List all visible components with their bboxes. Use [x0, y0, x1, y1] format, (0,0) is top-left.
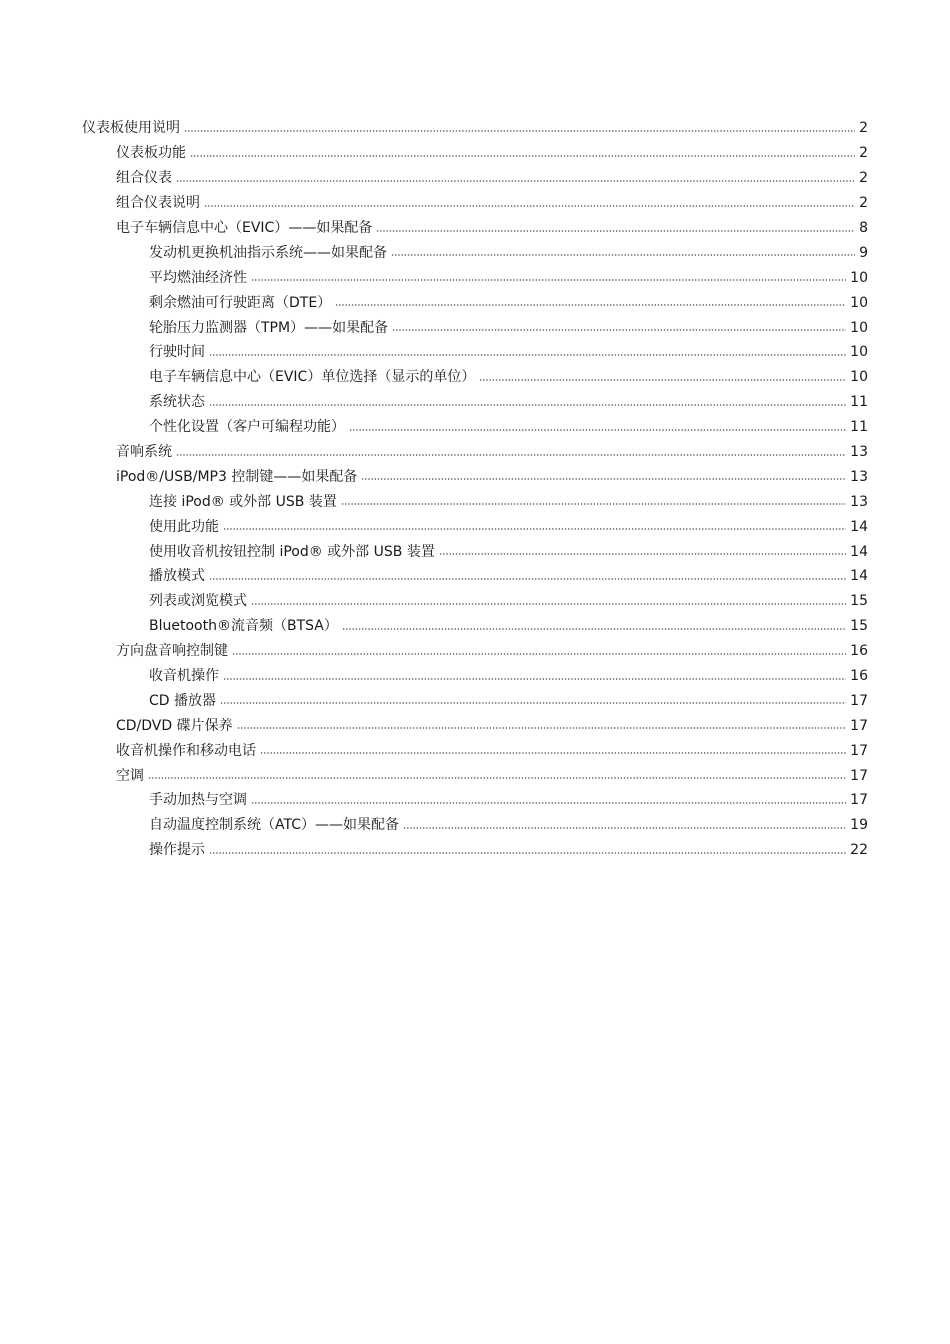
toc-entry-page-number: 10	[850, 344, 868, 361]
toc-dot-leader	[184, 130, 855, 132]
toc-entry-page-number: 2	[859, 145, 868, 162]
toc-dot-leader	[223, 678, 846, 680]
toc-entry[interactable]	[0, 141, 950, 166]
toc-dot-leader	[251, 279, 846, 281]
toc-entry-page-number: 8	[859, 220, 868, 236]
toc-entry-page-number: 2	[859, 170, 868, 187]
toc-entry-title: 个性化设置（客户可编程功能）	[149, 419, 345, 436]
toc-entry[interactable]	[0, 688, 950, 713]
toc-dot-leader	[260, 752, 846, 754]
toc-entry-page-number: 2	[859, 120, 868, 137]
toc-dot-leader	[223, 528, 846, 530]
toc-entry-title: 自动温度控制系统（ATC）——如果配备	[149, 817, 399, 834]
toc-entry[interactable]	[0, 340, 950, 365]
toc-entry[interactable]	[0, 564, 950, 589]
toc-entry-title: 轮胎压力监测器（TPM）——如果配备	[149, 319, 389, 336]
toc-dot-leader	[209, 354, 846, 356]
toc-entry-page-number: 2	[859, 195, 868, 212]
toc-entry-title: 操作提示	[149, 842, 205, 859]
toc-entry-page-number: 9	[859, 244, 868, 261]
toc-entry-page-number: 16	[850, 643, 868, 660]
toc-entry[interactable]	[0, 464, 950, 489]
toc-entry-title: 播放模式	[149, 568, 205, 585]
toc-entry[interactable]	[0, 216, 950, 241]
toc-entry-title: 列表或浏览模式	[149, 593, 247, 610]
toc-dot-leader	[176, 180, 855, 182]
toc-entry[interactable]	[0, 713, 950, 738]
toc-entry[interactable]	[0, 589, 950, 614]
toc-entry-page-number: 16	[850, 668, 868, 685]
toc-entry-title: CD/DVD 碟片保养	[116, 717, 233, 734]
toc-entry-title: 手动加热与空调	[149, 792, 247, 809]
toc-entry-title: 组合仪表说明	[116, 195, 200, 212]
toc-entry-page-number: 10	[850, 319, 868, 336]
toc-entry-page-number: 10	[850, 369, 868, 386]
toc-dot-leader	[349, 429, 846, 431]
toc-entry[interactable]	[0, 788, 950, 813]
toc-dot-leader	[209, 852, 846, 854]
toc-entry-title: 空调	[116, 767, 144, 784]
toc-entry[interactable]	[0, 315, 950, 340]
toc-entry-title: iPod®/USB/MP3 控制键——如果配备	[116, 468, 358, 485]
toc-dot-leader	[148, 777, 846, 779]
toc-entry-title: 平均燃油经济性	[149, 269, 247, 286]
toc-dot-leader	[341, 503, 846, 505]
toc-dot-leader	[342, 628, 846, 630]
toc-entry[interactable]	[0, 440, 950, 465]
toc-dot-leader	[391, 254, 855, 256]
toc-entry[interactable]	[0, 166, 950, 191]
toc-entry-page-number: 15	[850, 593, 868, 610]
toc-entry-title: CD 播放器	[149, 692, 217, 709]
toc-dot-leader	[376, 230, 855, 232]
toc-entry-title: 使用此功能	[149, 518, 219, 535]
toc-entry-title: 系统状态	[149, 394, 205, 411]
toc-entry[interactable]	[0, 365, 950, 390]
toc-entry-title: 电子车辆信息中心（EVIC）——如果配备	[116, 220, 373, 236]
toc-entry-title: 剩余燃油可行驶距离（DTE）	[149, 294, 332, 311]
toc-entry-page-number: 17	[850, 792, 868, 809]
toc-entry[interactable]	[0, 664, 950, 689]
toc-dot-leader	[190, 155, 855, 157]
toc-entry-title: 电子车辆信息中心（EVIC）单位选择（显示的单位）	[149, 369, 476, 386]
toc-dot-leader	[237, 727, 847, 729]
toc-entry-title: 音响系统	[116, 444, 172, 461]
toc-entry[interactable]	[0, 763, 950, 788]
toc-entry-page-number: 19	[850, 817, 868, 834]
toc-dot-leader	[176, 454, 846, 456]
toc-dot-leader	[361, 478, 846, 480]
toc-entry[interactable]	[0, 614, 950, 639]
table-of-contents	[0, 116, 950, 863]
toc-dot-leader	[251, 603, 846, 605]
toc-dot-leader	[251, 802, 846, 804]
toc-entry-title: 仪表板功能	[116, 145, 186, 162]
toc-entry-page-number: 17	[850, 742, 868, 759]
toc-entry-title: 方向盘音响控制键	[116, 643, 228, 660]
toc-dot-leader	[209, 578, 846, 580]
toc-entry[interactable]	[0, 290, 950, 315]
toc-entry-title: 收音机操作	[149, 668, 219, 685]
toc-entry[interactable]	[0, 738, 950, 763]
toc-entry[interactable]	[0, 191, 950, 216]
toc-entry-title: Bluetooth®流音频（BTSA）	[149, 618, 338, 635]
toc-dot-leader	[479, 379, 846, 381]
toc-entry-title: 收音机操作和移动电话	[116, 742, 256, 759]
toc-entry-page-number: 22	[850, 842, 868, 859]
toc-entry[interactable]	[0, 390, 950, 415]
toc-entry-page-number: 10	[850, 269, 868, 286]
toc-entry-page-number: 14	[850, 568, 868, 585]
toc-dot-leader	[209, 404, 846, 406]
toc-entry-page-number: 14	[850, 543, 868, 560]
toc-entry-title: 连接 iPod® 或外部 USB 装置	[149, 493, 337, 510]
toc-entry-page-number: 13	[850, 493, 868, 510]
toc-entry-title: 使用收音机按钮控制 iPod® 或外部 USB 装置	[149, 543, 435, 560]
toc-entry[interactable]	[0, 813, 950, 838]
toc-entry[interactable]	[0, 116, 950, 141]
toc-dot-leader	[392, 329, 846, 331]
toc-entry[interactable]	[0, 489, 950, 514]
toc-dot-leader	[220, 702, 846, 704]
toc-entry-page-number: 13	[850, 444, 868, 461]
toc-entry-page-number: 14	[850, 518, 868, 535]
toc-entry[interactable]	[0, 838, 950, 863]
toc-entry-title: 组合仪表	[116, 170, 172, 187]
toc-entry[interactable]	[0, 240, 950, 265]
toc-dot-leader	[335, 304, 846, 306]
toc-entry[interactable]	[0, 265, 950, 290]
toc-dot-leader	[232, 653, 846, 655]
toc-dot-leader	[204, 205, 855, 207]
toc-entry-page-number: 17	[850, 692, 868, 709]
toc-entry[interactable]	[0, 539, 950, 564]
toc-entry-page-number: 17	[850, 767, 868, 784]
toc-entry[interactable]	[0, 639, 950, 664]
toc-entry-page-number: 15	[850, 618, 868, 635]
toc-entry-page-number: 11	[850, 419, 868, 436]
toc-entry-title: 行驶时间	[149, 344, 205, 361]
toc-entry[interactable]	[0, 514, 950, 539]
toc-entry-page-number: 10	[850, 294, 868, 311]
toc-dot-leader	[439, 553, 846, 555]
toc-entry-page-number: 11	[850, 394, 868, 411]
toc-dot-leader	[403, 827, 846, 829]
toc-entry[interactable]	[0, 415, 950, 440]
toc-entry-title: 仪表板使用说明	[82, 120, 180, 137]
toc-entry-title: 发动机更换机油指示系统——如果配备	[149, 244, 387, 261]
toc-entry-page-number: 13	[850, 468, 868, 485]
toc-entry-page-number: 17	[850, 717, 868, 734]
